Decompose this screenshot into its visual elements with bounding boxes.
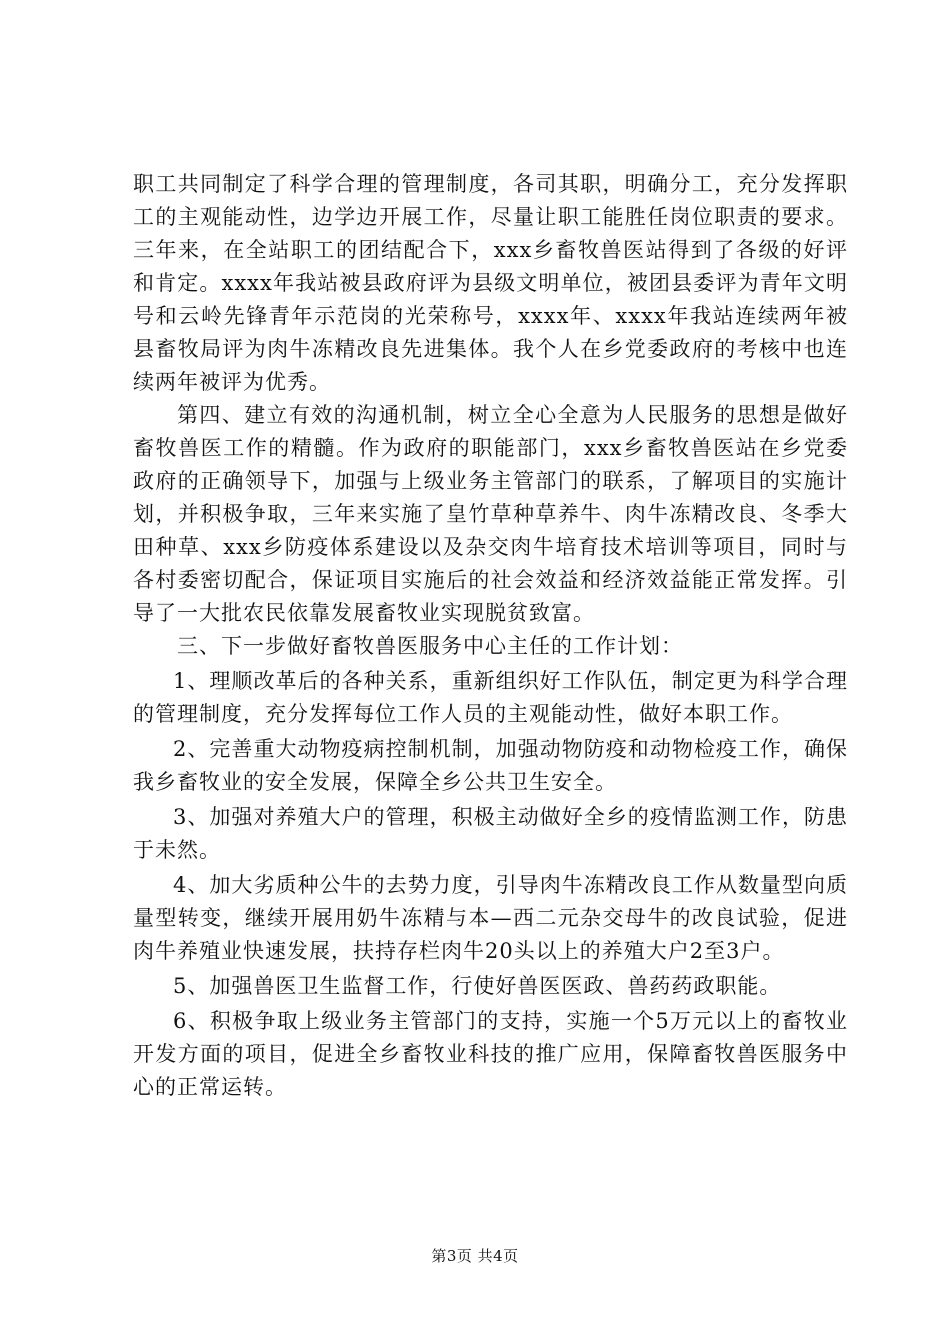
paragraph-1: 职工共同制定了科学合理的管理制度，各司其职，明确分工，充分发挥职工的主观能动性，边学边开展工作，尽量让职工能胜任岗位职责的要求。三年来，在全站职工的团结配合下，xxx乡畜牧兽医站得到了各级的好评和肯定。xxxx年我站被县政府评为县级文明单位，被团县委评为青年文明号和云岭先锋青年示范岗的光荣称号，xxxx年、xxxx年我站连续两年被县畜牧局评为肉牛冻精改良先进集体。我个人在乡党委政府的考核中也连续两年被评为优秀。	[133, 172, 848, 394]
document-body	[133, 168, 848, 1104]
page-number-footer: 第3页 共4页	[431, 1247, 519, 1265]
paragraph-2: 第四、建立有效的沟通机制，树立全心全意为人民服务的思想是做好畜牧兽医工作的精髓。作为政府的职能部门，xxx乡畜牧兽医站在乡党委政府的正确领导下，加强与上级业务主管部门的联系，了解项目的实施计划，并积极争取，三年来实施了皇竹草种草养牛、肉牛冻精改良、冬季大田种草、xxx乡防疫体系建设以及杂交肉牛培育技术培训等项目，同时与各村委密切配合，保证项目实施后的社会效益和经济效益能正常发挥。引导了一大批农民依靠发展畜牧业实现脱贫致富。	[133, 403, 848, 625]
section-heading: 三、下一步做好畜牧兽医服务中心主任的工作计划：	[177, 634, 683, 658]
plan-item-5: 5、加强兽医卫生监督工作，行使好兽医医政、兽药药政职能。	[173, 974, 782, 998]
plan-item-6: 6、积极争取上级业务主管部门的支持，实施一个5万元以上的畜牧业开发方面的项目，促进全乡畜牧业科技的推广应用，保障畜牧兽医服务中心的正常运转。	[133, 1009, 848, 1099]
plan-item-4: 4、加大劣质种公牛的去势力度，引导肉牛冻精改良工作从数量型向质量型转变，继续开展用奶牛冻精与本—西二元杂交母牛的改良试验，促进肉牛养殖业快速发展，扶持存栏肉牛20头以上的养殖大户2至3户。	[133, 873, 848, 963]
plan-item-1: 1、理顺改革后的各种关系，重新组织好工作队伍，制定更为科学合理的管理制度，充分发挥每位工作人员的主观能动性，做好本职工作。	[133, 669, 848, 726]
plan-item-2: 2、完善重大动物疫病控制机制，加强动物防疫和动物检疫工作，确保我乡畜牧业的安全发展，保障全乡公共卫生安全。	[133, 737, 848, 794]
plan-item-3: 3、加强对养殖大户的管理，积极主动做好全乡的疫情监测工作，防患于未然。	[133, 805, 848, 862]
